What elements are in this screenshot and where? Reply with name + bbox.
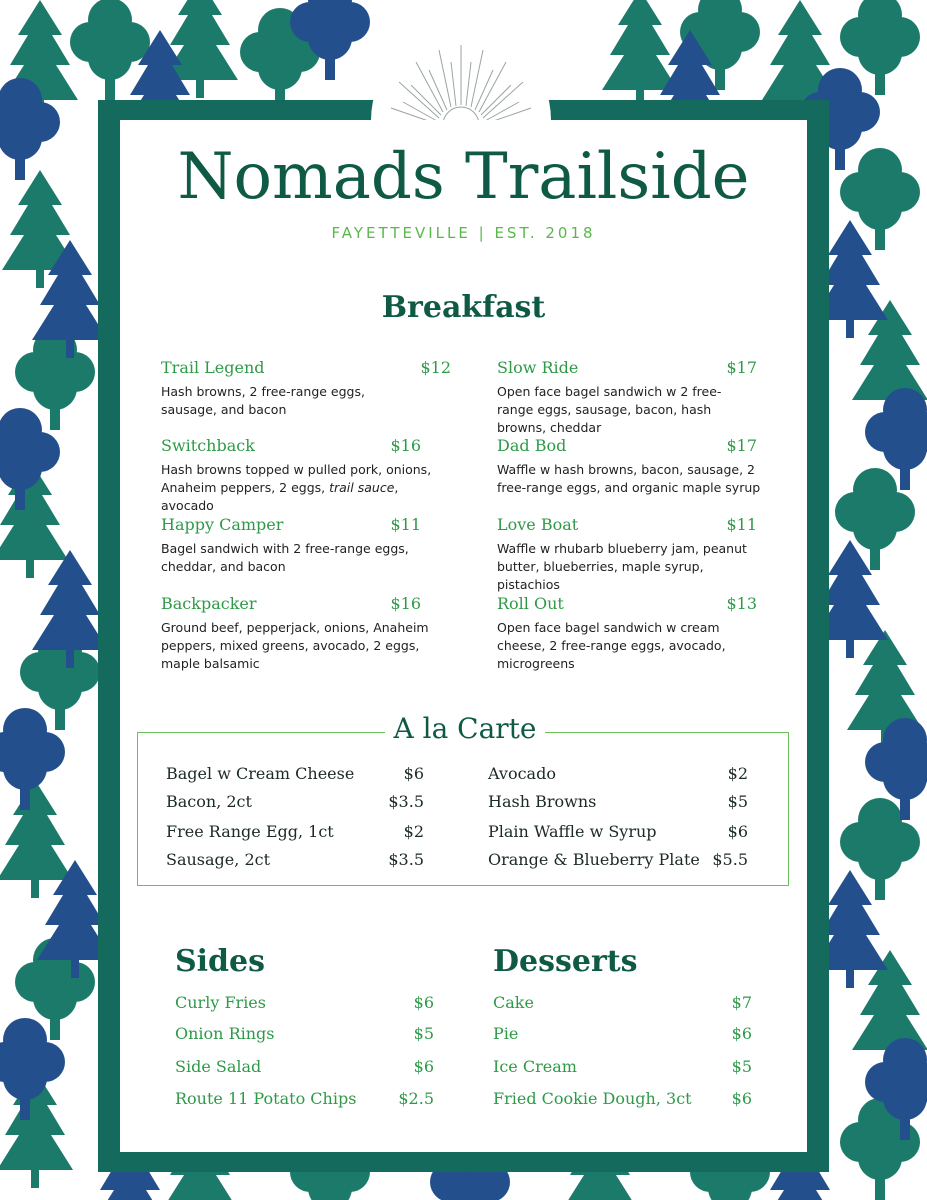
sides-item <box>175 1089 434 1108</box>
restaurant-subtitle: FAYETTEVILLE | EST. 2018 <box>331 224 596 242</box>
a-la-carte-item <box>488 792 748 811</box>
item-name: Hash Browns <box>488 792 597 811</box>
item-price: $7 <box>731 993 752 1012</box>
item-name: Curly Fries <box>175 993 266 1012</box>
item-name: Happy Camper <box>161 515 284 534</box>
item-name: Free Range Egg, 1ct <box>166 822 334 841</box>
item-name: Ice Cream <box>493 1057 577 1076</box>
item-description: Ground beef, pepperjack, onions, Anaheim peppers, mixed greens, avocado, 2 eggs, maple balsamic <box>161 620 429 671</box>
item-description: Open face bagel sandwich w 2 free-range eggs, sausage, bacon, hash browns, cheddar <box>497 384 722 435</box>
item-name: Cake <box>493 993 534 1012</box>
item-name: Roll Out <box>497 594 564 613</box>
item-price: $6 <box>727 822 748 841</box>
desserts-item <box>493 1024 752 1043</box>
a-la-carte-item <box>166 850 424 869</box>
a-la-carte-item <box>166 822 424 841</box>
desserts-item <box>493 993 752 1012</box>
sides-item <box>175 1024 434 1043</box>
item-description: Bagel sandwich with 2 free-range eggs, cheddar, and bacon <box>161 541 409 574</box>
item-name: Onion Rings <box>175 1024 275 1043</box>
item-name: Side Salad <box>175 1057 262 1076</box>
item-name: Avocado <box>488 764 556 783</box>
item-name: Orange & Blueberry Plate <box>488 850 700 869</box>
breakfast-item <box>497 515 757 594</box>
item-price: $17 <box>726 436 757 455</box>
item-name: Bacon, 2ct <box>166 792 252 811</box>
item-description-italic: trail sauce <box>329 480 395 495</box>
item-price: $2 <box>727 764 748 783</box>
item-name: Dad Bod <box>497 436 567 455</box>
item-price: $2 <box>403 822 424 841</box>
item-price: $6 <box>731 1089 752 1108</box>
item-name: Fried Cookie Dough, 3ct <box>493 1089 692 1108</box>
breakfast-item <box>161 436 432 515</box>
item-name: Slow Ride <box>497 358 579 377</box>
item-price: $17 <box>726 358 757 377</box>
item-name: Sausage, 2ct <box>166 850 271 869</box>
sides-item <box>175 993 434 1012</box>
item-description: Waffle w hash browns, bacon, sausage, 2 free-range eggs, and organic maple syrup <box>497 462 761 495</box>
a-la-carte-title: A la Carte <box>385 712 545 745</box>
breakfast-item <box>497 436 761 497</box>
item-price: $16 <box>390 594 421 613</box>
a-la-carte-item <box>488 850 748 869</box>
item-description: Hash browns, 2 free-range eggs, sausage, and bacon <box>161 384 365 417</box>
sides-item <box>175 1057 434 1076</box>
breakfast-item <box>161 594 429 673</box>
item-price: $5 <box>413 1024 434 1043</box>
breakfast-item <box>497 358 757 437</box>
item-description: Waffle w rhubarb blueberry jam, peanut butter, blueberries, maple syrup, pistachios <box>497 541 747 592</box>
a-la-carte-item <box>166 792 424 811</box>
item-price: $6 <box>413 993 434 1012</box>
item-description-text: , avocado <box>161 480 399 513</box>
restaurant-title: Nomads Trailside <box>177 140 750 214</box>
breakfast-item <box>497 594 757 673</box>
item-price: $6 <box>413 1057 434 1076</box>
item-description: Open face bagel sandwich w cream cheese, 2 free-range eggs, avocado, microgreens <box>497 620 726 671</box>
item-name: Pie <box>493 1024 519 1043</box>
item-price: $16 <box>390 436 421 455</box>
item-name: Love Boat <box>497 515 579 534</box>
item-price: $11 <box>726 515 757 534</box>
desserts-title: Desserts <box>493 944 638 979</box>
item-price: $2.5 <box>398 1089 434 1108</box>
a-la-carte-item <box>166 764 424 783</box>
a-la-carte-item <box>488 822 748 841</box>
item-name: Bagel w Cream Cheese <box>166 764 355 783</box>
desserts-item <box>493 1089 752 1108</box>
item-price: $6 <box>403 764 424 783</box>
item-name: Route 11 Potato Chips <box>175 1089 357 1108</box>
breakfast-title: Breakfast <box>381 290 546 325</box>
a-la-carte-item <box>488 764 748 783</box>
sides-title: Sides <box>175 944 266 979</box>
item-description-text: Hash browns topped w pulled pork, onions, Anaheim peppers, 2 eggs, <box>161 462 432 495</box>
item-price: $3.5 <box>388 850 424 869</box>
breakfast-item <box>161 515 421 576</box>
item-price: $5 <box>727 792 748 811</box>
desserts-item <box>493 1057 752 1076</box>
breakfast-item <box>161 358 451 419</box>
item-description <box>161 461 441 515</box>
item-name: Switchback <box>161 436 255 455</box>
item-price: $11 <box>390 515 421 534</box>
item-name: Backpacker <box>161 594 257 613</box>
item-price: $6 <box>731 1024 752 1043</box>
item-price: $5.5 <box>712 850 748 869</box>
item-price: $3.5 <box>388 792 424 811</box>
item-price: $13 <box>726 594 757 613</box>
item-price: $12 <box>420 358 451 377</box>
item-name: Trail Legend <box>161 358 265 377</box>
item-price: $5 <box>731 1057 752 1076</box>
item-name: Plain Waffle w Syrup <box>488 822 657 841</box>
